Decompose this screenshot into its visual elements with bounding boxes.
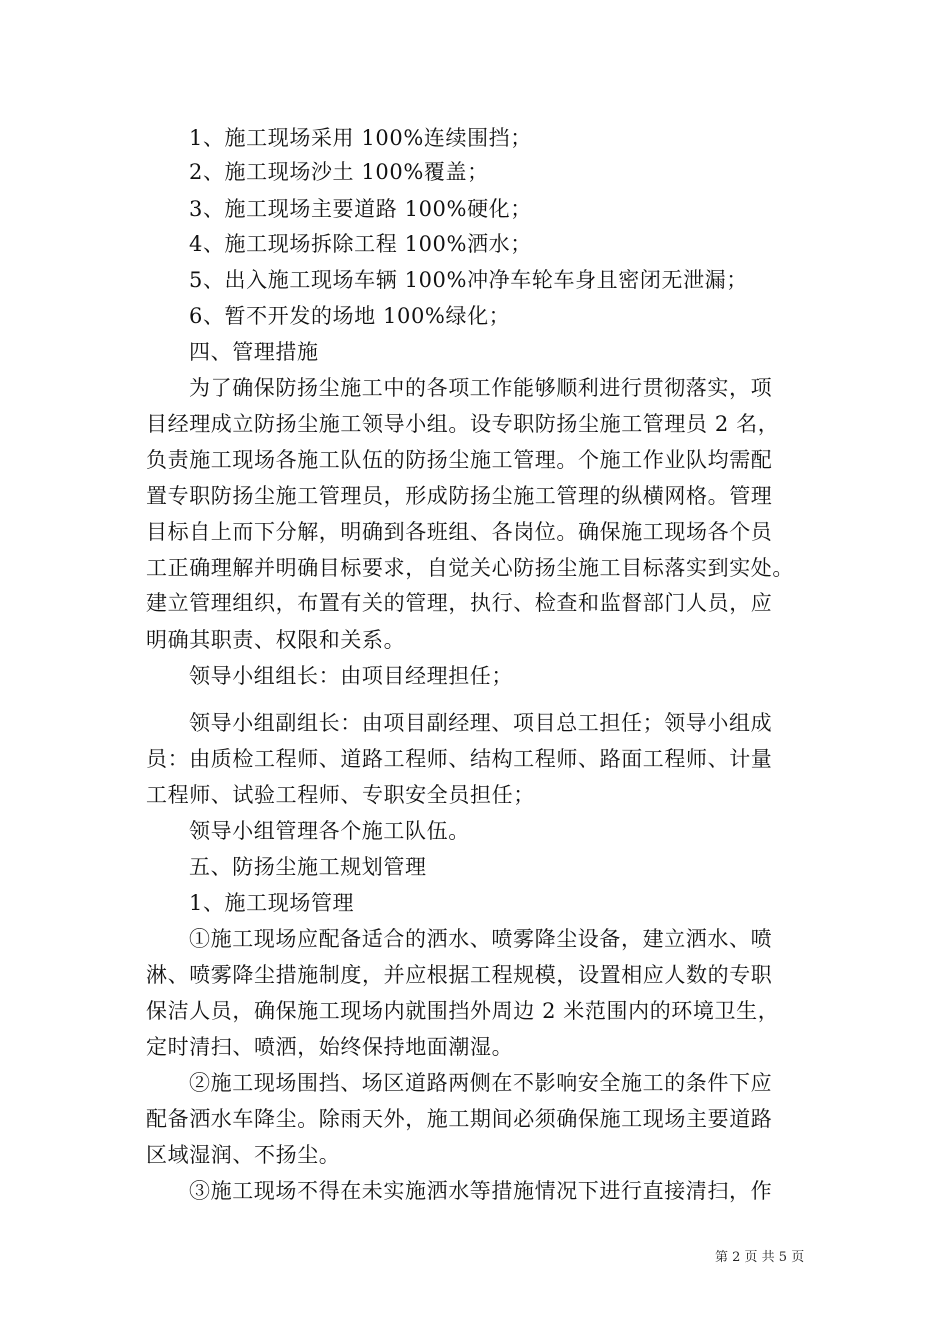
list-item-4: 4、施工现场拆除工程 100%洒水； [189, 232, 532, 256]
paragraph-line: 工程师、试验工程师、专职安全员担任； [146, 783, 535, 807]
paragraph-line: 淋、喷雾降尘措施制度，并应根据工程规模，设置相应人数的专职 [146, 963, 773, 987]
paragraph-line: 工正确理解并明确目标要求，自觉关心防扬尘施工目标落实到实处。 [146, 556, 794, 580]
paragraph-line: 为了确保防扬尘施工中的各项工作能够顺利进行贯彻落实，项 [189, 376, 773, 400]
paragraph-line: 目经理成立防扬尘施工领导小组。设专职防扬尘施工管理员 2 名， [146, 412, 780, 436]
paragraph-line: 领导小组组长：由项目经理担任； [189, 664, 513, 688]
paragraph-line: ①施工现场应配备适合的洒水、喷雾降尘设备，建立洒水、喷 [189, 927, 773, 951]
paragraph-line: 负责施工现场各施工队伍的防扬尘施工管理。个施工作业队均需配 [146, 448, 773, 472]
list-item-3: 3、施工现场主要道路 100%硬化； [189, 197, 532, 221]
list-item-5: 5、出入施工现场车辆 100%冲净车轮车身且密闭无泄漏； [189, 268, 748, 292]
paragraph-line: 保洁人员，确保施工现场内就围挡外周边 2 米范围内的环境卫生， [146, 999, 780, 1023]
subsection-heading: 1、施工现场管理 [189, 891, 355, 915]
list-item-2: 2、施工现场沙土 100%覆盖； [189, 160, 489, 184]
paragraph-line: 员：由质检工程师、道路工程师、结构工程师、路面工程师、计量 [146, 747, 773, 771]
list-item-6: 6、暂不开发的场地 100%绿化； [189, 304, 511, 328]
section-heading-planning: 五、防扬尘施工规划管理 [189, 855, 427, 879]
list-item-1: 1、施工现场采用 100%连续围挡； [189, 126, 532, 150]
paragraph-line: 建立管理组织，布置有关的管理，执行、检查和监督部门人员，应 [146, 591, 773, 615]
paragraph-line: ③施工现场不得在未实施洒水等措施情况下进行直接清扫，作 [189, 1179, 773, 1203]
paragraph-line: 配备洒水车降尘。除雨天外，施工期间必须确保施工现场主要道路 [146, 1107, 773, 1131]
paragraph-line: 区域湿润、不扬尘。 [146, 1143, 341, 1167]
paragraph-line: ②施工现场围挡、场区道路两侧在不影响安全施工的条件下应 [189, 1071, 773, 1095]
paragraph-line: 领导小组副组长：由项目副经理、项目总工担任；领导小组成 [189, 711, 773, 735]
paragraph-line: 目标自上而下分解，明确到各班组、各岗位。确保施工现场各个员 [146, 520, 773, 544]
paragraph-line: 定时清扫、喷洒，始终保持地面潮湿。 [146, 1035, 514, 1059]
paragraph-line: 领导小组管理各个施工队伍。 [189, 819, 470, 843]
paragraph-line: 明确其职责、权限和关系。 [146, 628, 406, 652]
paragraph-line: 置专职防扬尘施工管理员，形成防扬尘施工管理的纵横网格。管理 [146, 484, 773, 508]
section-heading-management: 四、管理措施 [189, 340, 319, 364]
page-number-footer: 第 2 页 共 5 页 [715, 1250, 805, 1265]
